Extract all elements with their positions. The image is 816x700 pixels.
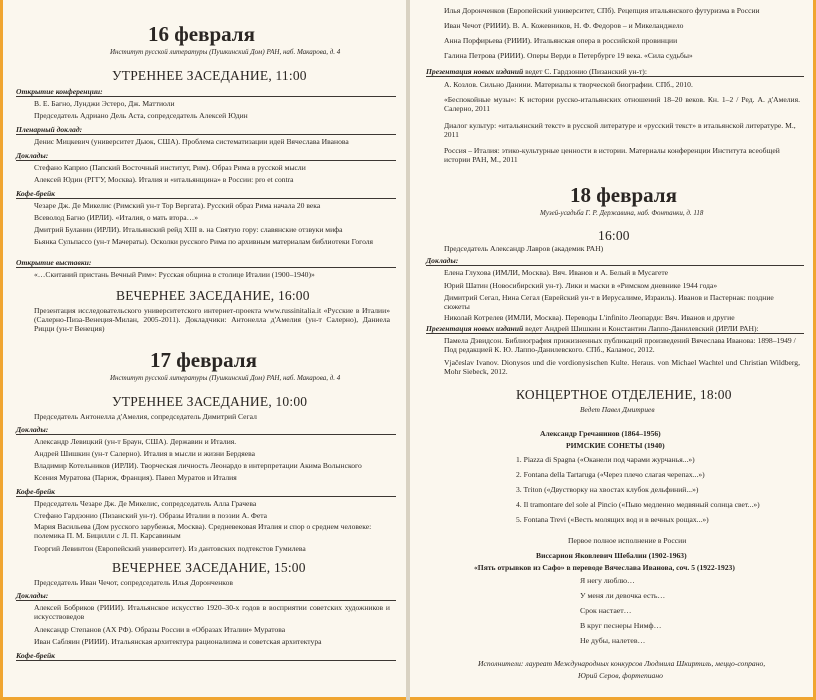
feb17-report-8: Алексей Бобриков (РИИИ). Итальянское искусство 1920–30-х годов в восприятии советских художников и искусствоведов xyxy=(34,603,390,622)
feb17-reports-label: Доклады: xyxy=(16,425,49,434)
feb17-report-9: Александр Степанов (АХ РФ). Образы России в «Образах Италии» Муратова xyxy=(34,625,286,634)
orange-edge-left xyxy=(0,0,3,700)
feb18-report-3: Димитрий Сегал, Нина Сегал (Еврейский ун-т в Иерусалиме, Израиль). Иванов и Пастернак: поздние сюжеты xyxy=(444,293,774,312)
presentation2-item-1: Памела Дэвидсон. Библиография прижизненных публикаций произведений Вячеслава Иванова: 1898–1949 / Под редакцией К. Ю. Лаппо-Данилевского. СПб., Каламос, 2012. xyxy=(444,336,796,355)
feb17-report-3: Владимир Котельников (ИРЛИ). Творческая личность Леонардо в интерпретации Акима Волынского xyxy=(34,461,362,470)
feb16-report-2: Алексей Юдин (РГГУ, Москва). Италия и «итальянщина» в России: pro et contra xyxy=(34,175,294,184)
feb17-report-4: Ксения Муратова (Париж, Франция). Павел Муратов и Италия xyxy=(34,473,237,482)
work-2: «Пять отрывков из Сафо» в переводе Вячеслава Иванова, соч. 5 (1922-1923) xyxy=(474,563,735,572)
presentation1-item-2: «Беспокойные музы»: К истории русско-итальянских отношений 18–20 веков. Кн. 1–2 / Ред. А. д'Амелия. Салерно, 2011 xyxy=(444,95,800,114)
divider xyxy=(16,96,396,97)
divider xyxy=(16,660,396,661)
feb16-opening-label: Открытие конференции: xyxy=(16,87,103,96)
presentation1-item-3: Диалог культур: «итальянский текст» в русской литературе и «русский текст» в итальянской литературе. М., 2011 xyxy=(444,121,796,140)
page-gutter xyxy=(406,0,410,700)
feb16-plenary: Денис Мицкевич (университет Дьюк, США). Проблема систематизации идей Вячеслава Иванова xyxy=(34,137,349,146)
work-1: РИМСКИЕ СОНЕТЫ (1940) xyxy=(566,441,665,450)
presentation2-heading xyxy=(426,324,759,333)
right-report-1: Илья Доронченков (Европейский университет, СПб). Рецепция итальянского футуризма в России xyxy=(444,6,760,15)
feb18-report-4: Николай Котрелев (ИМЛИ, Москва). Переводы L'infinito Леопарди: Вяч. Иванов и другие xyxy=(444,313,735,322)
feb16-report-1: Стефано Каприо (Папский Восточный институт, Рим). Образ Рима в русской мысли xyxy=(34,163,306,172)
feb17-report-6: Мария Васильева (Дом русского зарубежья, Москва). Средневековая Италия и спор о среднем человеке: полемика П. М. Бицилли с Л. П. Карсавиным xyxy=(34,522,372,541)
feb16-exhibit-label: Открытие выставки: xyxy=(16,258,92,267)
presentation1-heading xyxy=(426,67,647,76)
presentation1-host: ведет С. Гардзонио (Пизанский ун-т): xyxy=(523,67,647,76)
divider xyxy=(16,496,396,497)
presentation1-item-1: А. Козлов. Сильно Данини. Материалы к творческой биографии. СПб., 2010. xyxy=(444,80,693,89)
feb17-venue: Институт русской литературы (Пушкинский Дом) РАН, наб. Макарова, д. 4 xyxy=(110,374,341,382)
feb17-report-1: Александр Левицкий (ун-т Браун, США). Державин и Италия. xyxy=(34,437,237,446)
feb17-break2-label: Кофе-брейк xyxy=(16,651,56,660)
right-report-3: Анна Порфирьева (РИИИ). Итальянская опера в российской провинции xyxy=(444,36,678,45)
feb16-exhibit: «…Скитаний пристань Вечный Рим»: Русская община в столице Италии (1900–1940)» xyxy=(34,270,315,279)
feb17-chair2: Председатель Чезаре Дж. Де Микелис, сопредседатель Алла Грачева xyxy=(34,499,257,508)
feb17-report-2: Андрей Шишкин (ун-т Салерно). Италия в мысли и жизни Бердяева xyxy=(34,449,256,458)
feb17-morning-heading: УТРЕННЕЕ ЗАСЕДАНИЕ, 10:00 xyxy=(112,394,308,409)
feb16-report-6: Бьянка Сульпассо (ун-т Мачераты). Осколки русского Рима по архивным материалам библиотеки Гоголя xyxy=(34,237,374,246)
feb16-title: 16 февраля xyxy=(148,22,255,46)
feb16-venue: Институт русской литературы (Пушкинский Дом) РАН, наб. Макарова, д. 4 xyxy=(110,48,341,56)
poem-4: В круг песнеры Нимф… xyxy=(580,621,662,630)
divider xyxy=(426,265,804,266)
feb18-venue: Музей-усадьба Г. Р. Державина, наб. Фонтанки, д. 118 xyxy=(540,209,704,217)
sonnet-4: 4. Il tramontare del sole al Pincio («Пыю медленно медвяный солнца свет...») xyxy=(516,500,760,509)
presentation2-host: ведет Андрей Шишкин и Константин Лаппо-Данилевский (ИРЛИ РАН): xyxy=(523,324,759,333)
presentation2-item-2: Vjačeslav Ivanov. Dionysos und die vordionysischen Kulte. Heraus. von Michael Wachtel und Christian Wildberg, Mohr Siebeck, 2012. xyxy=(444,358,800,377)
feb18-time: 16:00 xyxy=(598,228,630,243)
divider xyxy=(16,434,396,435)
composer-2: Виссарион Яковлевич Шебалин (1902-1963) xyxy=(536,551,687,560)
feb17-title: 17 февраля xyxy=(150,348,257,372)
feb16-reports-label: Доклады: xyxy=(16,151,49,160)
divider xyxy=(16,600,396,601)
feb18-reports-label: Доклады: xyxy=(426,256,459,265)
right-report-2: Иван Чечот (РИИИ). В. А. Кожевников, Н. Ф. Федоров – и Микеланджело xyxy=(444,21,684,30)
feb16-morning-heading: УТРЕННЕЕ ЗАСЕДАНИЕ, 11:00 xyxy=(112,68,307,83)
divider xyxy=(16,267,396,268)
right-report-4: Галина Петрова (РИИИ). Оперы Верди в Петербурге 19 века. «Сила судьбы» xyxy=(444,51,693,60)
poem-3: Срок настает… xyxy=(580,606,632,615)
sonnet-3: 3. Triton («Двустворку на хвостах клубок дельфиний...») xyxy=(516,485,699,494)
divider xyxy=(16,134,396,135)
feb17-break-label: Кофе-брейк xyxy=(16,487,56,496)
feb16-report-5: Дмитрий Буланин (ИРЛИ). Итальянский рейд XIII в. на Святую гору: славянские отзвуки мифа xyxy=(34,225,343,234)
feb16-opening-1: В. Е. Багно, Лунджи Эстеро, Дж. Маттиоли xyxy=(34,99,175,108)
presentation2-label: Презентация новых изданий xyxy=(426,324,524,333)
performers: Исполнители: лауреат Международных конкурсов Людмила Шкиртиль, меццо-сопрано, xyxy=(478,659,766,668)
feb16-evening-heading: ВЕЧЕРНЕЕ ЗАСЕДАНИЕ, 16:00 xyxy=(116,288,310,303)
pianist: Юрий Серов, фортепиано xyxy=(578,671,663,680)
feb16-opening-2: Председатель Адриано Дель Аста, сопредседатель Алексей Юдин xyxy=(34,111,248,120)
feb18-report-1: Елена Глухова (ИМЛИ, Москва). Вяч. Иванов и А. Белый в Мусагете xyxy=(444,268,669,277)
feb16-plenary-label: Пленарный доклад: xyxy=(16,125,83,134)
divider xyxy=(426,333,804,334)
premiere-note: Первое полное исполнение в России xyxy=(568,536,687,545)
poem-5: Не дубы, налетев… xyxy=(580,636,646,645)
feb17-chair: Председатель Антонелла д'Амелия, сопредседатель Димитрий Сегал xyxy=(34,412,257,421)
divider xyxy=(16,160,396,161)
feb16-evening-text: Презентация исследовательского университетского интернет-проекта www.russinitalia.it «Русские в Италии» (Салерно-Пиза-Венеция-Милан, 2005-2011). Докладчики: Антонелла д'Амелия (ун-т Салерно), Даниела Рицци (ун-т Венеция) xyxy=(34,306,390,334)
feb17-evening-heading: ВЕЧЕРНЕЕ ЗАСЕДАНИЕ, 15:00 xyxy=(112,560,306,575)
divider xyxy=(426,76,804,77)
composer-1: Александр Гречанинов (1864–1956) xyxy=(540,429,661,438)
sonnet-2: 2. Fontana della Tartaruga («Через плечо слагая черепах...») xyxy=(516,470,705,479)
feb18-report-2: Юрий Шатин (Новосибирский ун-т). Лики и маски в «Римском дневнике 1944 года» xyxy=(444,281,718,290)
sonnet-5: 5. Fontana Trevi («Весть молящих вод и в вечных рощах...») xyxy=(516,515,709,524)
feb17-report-10: Иван Сабляин (РИИИ). Итальянская архитектура рационализма и советская архитектура xyxy=(34,637,322,646)
presentation1-item-4: Россия – Италия: этико-культурные ценности в истории. Материалы конференции Института всеобщей истории РАН, М., 2011 xyxy=(444,146,780,165)
feb16-break-label: Кофе-брейк xyxy=(16,189,56,198)
concert-host: Ведет Павел Дмитриев xyxy=(580,405,655,414)
poem-1: Я негу люблю… xyxy=(580,576,635,585)
feb16-report-4: Всеволод Багно (ИРЛИ). «Италия, о мать втора…» xyxy=(34,213,199,222)
divider xyxy=(16,198,396,199)
sonnet-1: 1. Piazza di Spagna («Оканели под чарами журчанья...») xyxy=(516,455,695,464)
concert-heading: КОНЦЕРТНОЕ ОТДЕЛЕНИЕ, 18:00 xyxy=(516,387,732,402)
feb17-report-5: Стефано Гардзонио (Пизанский ун-т). Образы Италии в поэзии А. Фета xyxy=(34,511,268,520)
feb17-report-7: Георгий Левинтон (Европейский университет). Из дантовских подтекстов Гумилева xyxy=(34,544,306,553)
feb18-title: 18 февраля xyxy=(570,183,677,207)
feb17-chair3: Председатель Иван Чечот, сопредседатель Илья Доронченков xyxy=(34,578,233,587)
poem-2: У меня ли девочка есть… xyxy=(580,591,666,600)
feb17-reports3-label: Доклады: xyxy=(16,591,49,600)
feb18-chair: Председатель Александр Лавров (академик РАН) xyxy=(444,244,604,253)
feb16-report-3: Чезаре Дж. Де Микелис (Римский ун-т Тор Вергата). Русский образ Рима начала 20 века xyxy=(34,201,321,210)
presentation1-label: Презентация новых изданий xyxy=(426,67,524,76)
